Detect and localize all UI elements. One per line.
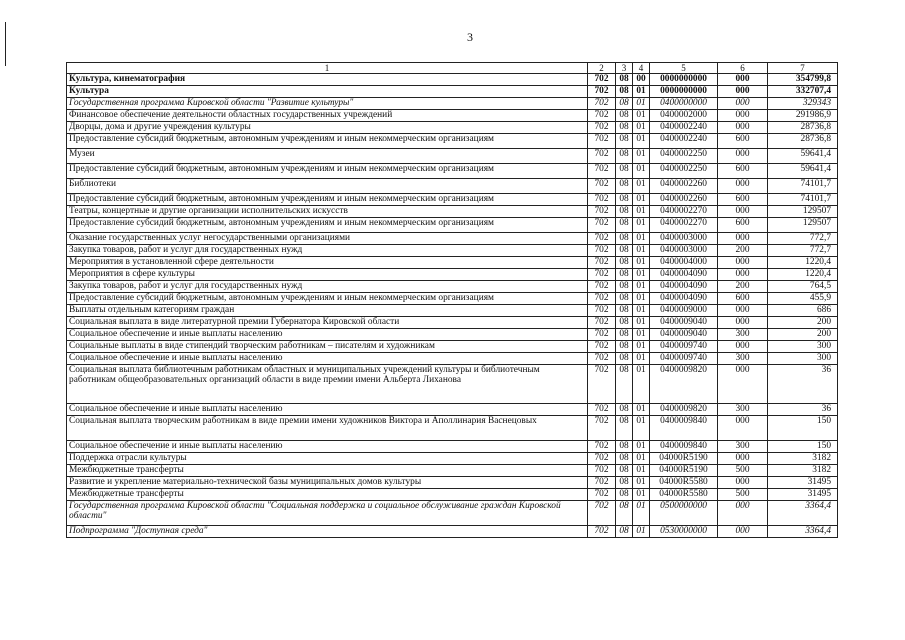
section-cell: 08 [616, 404, 633, 416]
subsection-cell: 01 [633, 149, 650, 164]
amount-cell: 31495 [768, 477, 838, 489]
section-cell: 08 [616, 353, 633, 365]
section-cell: 08 [616, 149, 633, 164]
subsection-cell: 01 [633, 477, 650, 489]
row-name-cell: Выплаты отдельным категориям граждан [67, 305, 588, 317]
header-cell: 7 [768, 63, 838, 74]
row-name-cell: Предоставление субсидий бюджетным, автономным учреждениям и иным некоммерческим организациям [67, 134, 588, 149]
expense-type-cell: 200 [718, 245, 768, 257]
subsection-cell: 01 [633, 233, 650, 245]
section-cell: 08 [616, 194, 633, 206]
code-cell: 702 [588, 257, 616, 269]
code-cell: 702 [588, 218, 616, 233]
subsection-cell: 01 [633, 441, 650, 453]
header-cell: 4 [633, 63, 650, 74]
amount-cell: 332707,4 [768, 86, 838, 98]
row-name-cell: Развитие и укрепление материально-технической базы муниципальных домов культуры [67, 477, 588, 489]
amount-cell: 74101,7 [768, 179, 838, 194]
expense-type-cell: 500 [718, 465, 768, 477]
target-item-cell: 0400009740 [650, 353, 718, 365]
subsection-cell: 01 [633, 293, 650, 305]
code-cell: 702 [588, 453, 616, 465]
subsection-cell: 01 [633, 453, 650, 465]
section-cell: 08 [616, 164, 633, 179]
subsection-cell: 01 [633, 110, 650, 122]
subsection-cell: 01 [633, 404, 650, 416]
table-row [67, 441, 838, 453]
expense-type-cell: 000 [718, 269, 768, 281]
row-name-cell: Предоставление субсидий бюджетным, автономным учреждениям и иным некоммерческим организациям [67, 293, 588, 305]
target-item-cell: 04000R5190 [650, 465, 718, 477]
expense-type-cell: 000 [718, 477, 768, 489]
row-name-cell: Социальное обеспечение и иные выплаты населению [67, 404, 588, 416]
target-item-cell: 0530000000 [650, 526, 718, 538]
expense-type-cell: 000 [718, 149, 768, 164]
target-item-cell: 04000R5190 [650, 453, 718, 465]
subsection-cell: 01 [633, 218, 650, 233]
row-name-cell: Театры, концертные и другие организации исполнительских искусств [67, 206, 588, 218]
amount-cell: 59641,4 [768, 164, 838, 179]
subsection-cell: 01 [633, 245, 650, 257]
row-name-cell: Предоставление субсидий бюджетным, автономным учреждениям и иным некоммерческим организациям [67, 164, 588, 179]
code-cell: 702 [588, 293, 616, 305]
table-body [67, 63, 838, 538]
amount-cell: 28736,8 [768, 134, 838, 149]
target-item-cell: 0400002260 [650, 179, 718, 194]
target-item-cell: 0400009820 [650, 365, 718, 404]
target-item-cell: 0400003000 [650, 245, 718, 257]
section-cell: 08 [616, 501, 633, 526]
target-item-cell: 0400002250 [650, 164, 718, 179]
code-cell: 702 [588, 269, 616, 281]
table-row [67, 353, 838, 365]
target-item-cell: 0400004090 [650, 269, 718, 281]
expense-type-cell: 000 [718, 206, 768, 218]
amount-cell: 3182 [768, 453, 838, 465]
code-cell: 702 [588, 353, 616, 365]
table-row [67, 86, 838, 98]
code-cell: 702 [588, 164, 616, 179]
header-cell: 1 [67, 63, 588, 74]
section-cell: 08 [616, 98, 633, 110]
table-row [67, 245, 838, 257]
subsection-cell: 01 [633, 341, 650, 353]
code-cell: 702 [588, 305, 616, 317]
table-row [67, 453, 838, 465]
target-item-cell: 0400002260 [650, 194, 718, 206]
row-name-cell: Государственная программа Кировской области "Социальная поддержка и социальное обслуживание граждан Кировской области" [67, 501, 588, 526]
amount-cell: 3364,4 [768, 501, 838, 526]
target-item-cell: 0400002240 [650, 134, 718, 149]
code-cell: 702 [588, 317, 616, 329]
amount-cell: 772,7 [768, 233, 838, 245]
subsection-cell: 01 [633, 489, 650, 501]
target-item-cell: 0400003000 [650, 233, 718, 245]
row-name-cell: Оказание государственных услуг негосударственными организациями [67, 233, 588, 245]
target-item-cell: 0000000000 [650, 74, 718, 86]
target-item-cell: 0400000000 [650, 98, 718, 110]
expense-type-cell: 600 [718, 293, 768, 305]
target-item-cell: 04000R5580 [650, 477, 718, 489]
header-cell: 3 [616, 63, 633, 74]
table-row [67, 122, 838, 134]
code-cell: 702 [588, 441, 616, 453]
amount-cell: 300 [768, 341, 838, 353]
section-cell: 08 [616, 416, 633, 441]
code-cell: 702 [588, 194, 616, 206]
amount-cell: 764,5 [768, 281, 838, 293]
expense-type-cell: 000 [718, 110, 768, 122]
target-item-cell: 0400009840 [650, 416, 718, 441]
amount-cell: 59641,4 [768, 149, 838, 164]
amount-cell: 300 [768, 353, 838, 365]
amount-cell: 200 [768, 329, 838, 341]
section-cell: 08 [616, 465, 633, 477]
code-cell: 702 [588, 98, 616, 110]
code-cell: 702 [588, 404, 616, 416]
code-cell: 702 [588, 489, 616, 501]
section-cell: 08 [616, 293, 633, 305]
amount-cell: 1220,4 [768, 257, 838, 269]
section-cell: 08 [616, 74, 633, 86]
target-item-cell: 0400009820 [650, 404, 718, 416]
section-cell: 08 [616, 218, 633, 233]
row-name-cell: Социальное обеспечение и иные выплаты населению [67, 329, 588, 341]
row-name-cell: Культура [67, 86, 588, 98]
target-item-cell: 0500000000 [650, 501, 718, 526]
target-item-cell: 0400009040 [650, 329, 718, 341]
expense-type-cell: 000 [718, 233, 768, 245]
subsection-cell: 01 [633, 305, 650, 317]
expense-type-cell: 600 [718, 194, 768, 206]
target-item-cell: 04000R5580 [650, 489, 718, 501]
expense-type-cell: 600 [718, 134, 768, 149]
target-item-cell: 0400002270 [650, 218, 718, 233]
table-row [67, 218, 838, 233]
section-cell: 08 [616, 526, 633, 538]
table-row [67, 465, 838, 477]
table-row [67, 206, 838, 218]
amount-cell: 150 [768, 416, 838, 441]
section-cell: 08 [616, 122, 633, 134]
code-cell: 702 [588, 122, 616, 134]
amount-cell: 354799,8 [768, 74, 838, 86]
row-name-cell: Культура, кинематография [67, 74, 588, 86]
budget-table [66, 62, 838, 538]
target-item-cell: 0400004090 [650, 281, 718, 293]
table-row [67, 257, 838, 269]
subsection-cell: 01 [633, 416, 650, 441]
header-cell: 5 [650, 63, 718, 74]
amount-cell: 3364,4 [768, 526, 838, 538]
header-cell: 2 [588, 63, 616, 74]
section-cell: 08 [616, 269, 633, 281]
target-item-cell: 0400002000 [650, 110, 718, 122]
amount-cell: 150 [768, 441, 838, 453]
expense-type-cell: 000 [718, 416, 768, 441]
code-cell: 702 [588, 477, 616, 489]
row-name-cell: Библиотеки [67, 179, 588, 194]
row-name-cell: Предоставление субсидий бюджетным, автономным учреждениям и иным некоммерческим организациям [67, 218, 588, 233]
row-name-cell: Социальное обеспечение и иные выплаты населению [67, 441, 588, 453]
amount-cell: 36 [768, 365, 838, 404]
amount-cell: 200 [768, 317, 838, 329]
code-cell: 702 [588, 245, 616, 257]
subsection-cell: 01 [633, 257, 650, 269]
amount-cell: 455,9 [768, 293, 838, 305]
expense-type-cell: 600 [718, 218, 768, 233]
subsection-cell: 01 [633, 134, 650, 149]
table-row [67, 293, 838, 305]
table-row [67, 194, 838, 206]
table-row [67, 305, 838, 317]
table-row [67, 164, 838, 179]
amount-cell: 74101,7 [768, 194, 838, 206]
table-row [67, 416, 838, 441]
target-item-cell: 0400004090 [650, 293, 718, 305]
expense-type-cell: 500 [718, 489, 768, 501]
header-cell: 6 [718, 63, 768, 74]
subsection-cell: 00 [633, 74, 650, 86]
section-cell: 08 [616, 257, 633, 269]
subsection-cell: 01 [633, 194, 650, 206]
code-cell: 702 [588, 329, 616, 341]
table-row [67, 74, 838, 86]
expense-type-cell: 000 [718, 526, 768, 538]
expense-type-cell: 300 [718, 404, 768, 416]
expense-type-cell: 000 [718, 501, 768, 526]
expense-type-cell: 000 [718, 179, 768, 194]
section-cell: 08 [616, 206, 633, 218]
subsection-cell: 01 [633, 501, 650, 526]
amount-cell: 36 [768, 404, 838, 416]
amount-cell: 291986,9 [768, 110, 838, 122]
table-row [67, 233, 838, 245]
row-name-cell: Мероприятия в сфере культуры [67, 269, 588, 281]
row-name-cell: Закупка товаров, работ и услуг для государственных нужд [67, 245, 588, 257]
subsection-cell: 01 [633, 329, 650, 341]
code-cell: 702 [588, 206, 616, 218]
subsection-cell: 01 [633, 98, 650, 110]
subsection-cell: 01 [633, 317, 650, 329]
amount-cell: 31495 [768, 489, 838, 501]
target-item-cell: 0400002250 [650, 149, 718, 164]
amount-cell: 129507 [768, 218, 838, 233]
header-row [67, 63, 838, 74]
section-cell: 08 [616, 281, 633, 293]
expense-type-cell: 000 [718, 365, 768, 404]
subsection-cell: 01 [633, 164, 650, 179]
amount-cell: 686 [768, 305, 838, 317]
expense-type-cell: 200 [718, 281, 768, 293]
code-cell: 702 [588, 341, 616, 353]
code-cell: 702 [588, 86, 616, 98]
code-cell: 702 [588, 526, 616, 538]
expense-type-cell: 000 [718, 305, 768, 317]
page-number: 3 [467, 30, 473, 44]
table-row [67, 341, 838, 353]
row-name-cell: Социальное обеспечение и иные выплаты населению [67, 353, 588, 365]
table-row [67, 404, 838, 416]
subsection-cell: 01 [633, 206, 650, 218]
expense-type-cell: 000 [718, 98, 768, 110]
code-cell: 702 [588, 281, 616, 293]
code-cell: 702 [588, 501, 616, 526]
section-cell: 08 [616, 329, 633, 341]
row-name-cell: Подпрограмма "Доступная среда" [67, 526, 588, 538]
section-cell: 08 [616, 477, 633, 489]
section-cell: 08 [616, 179, 633, 194]
row-name-cell: Мероприятия в установленной сфере деятельности [67, 257, 588, 269]
expense-type-cell: 000 [718, 341, 768, 353]
target-item-cell: 0400009000 [650, 305, 718, 317]
table-row [67, 526, 838, 538]
expense-type-cell: 000 [718, 122, 768, 134]
code-cell: 702 [588, 134, 616, 149]
amount-cell: 129507 [768, 206, 838, 218]
table-row [67, 317, 838, 329]
section-cell: 08 [616, 441, 633, 453]
row-name-cell: Государственная программа Кировской области "Развитие культуры" [67, 98, 588, 110]
row-name-cell: Социальная выплата библиотечным работникам областных и муниципальных учреждений культуры и библиотечным работникам общеобразовательных организаций области в виде премии имени Альберта Лиханова [67, 365, 588, 404]
row-name-cell: Социальная выплата в виде литературной премии Губернатора Кировской области [67, 317, 588, 329]
section-cell: 08 [616, 341, 633, 353]
code-cell: 702 [588, 465, 616, 477]
margin-line [5, 22, 6, 66]
section-cell: 08 [616, 453, 633, 465]
subsection-cell: 01 [633, 122, 650, 134]
expense-type-cell: 300 [718, 353, 768, 365]
section-cell: 08 [616, 489, 633, 501]
section-cell: 08 [616, 233, 633, 245]
subsection-cell: 01 [633, 465, 650, 477]
amount-cell: 329343 [768, 98, 838, 110]
subsection-cell: 01 [633, 281, 650, 293]
section-cell: 08 [616, 245, 633, 257]
subsection-cell: 01 [633, 179, 650, 194]
target-item-cell: 0400004000 [650, 257, 718, 269]
row-name-cell: Социальные выплаты в виде стипендий творческим работникам – писателям и художникам [67, 341, 588, 353]
table-row [67, 501, 838, 526]
amount-cell: 1220,4 [768, 269, 838, 281]
code-cell: 702 [588, 74, 616, 86]
subsection-cell: 01 [633, 526, 650, 538]
target-item-cell: 0400009040 [650, 317, 718, 329]
expense-type-cell: 000 [718, 257, 768, 269]
section-cell: 08 [616, 365, 633, 404]
expense-type-cell: 000 [718, 317, 768, 329]
section-cell: 08 [616, 305, 633, 317]
row-name-cell: Социальная выплата творческим работникам в виде премии имени художников Виктора и Аполлинария Васнецовых [67, 416, 588, 441]
table-row [67, 269, 838, 281]
table-row [67, 98, 838, 110]
code-cell: 702 [588, 149, 616, 164]
subsection-cell: 01 [633, 365, 650, 404]
table-row [67, 179, 838, 194]
table-row [67, 365, 838, 404]
expense-type-cell: 600 [718, 164, 768, 179]
table-row [67, 489, 838, 501]
row-name-cell: Межбюджетные трансферты [67, 465, 588, 477]
subsection-cell: 01 [633, 269, 650, 281]
section-cell: 08 [616, 110, 633, 122]
table-row [67, 477, 838, 489]
expense-type-cell: 000 [718, 86, 768, 98]
row-name-cell: Поддержка отрасли культуры [67, 453, 588, 465]
subsection-cell: 01 [633, 353, 650, 365]
target-item-cell: 0000000000 [650, 86, 718, 98]
row-name-cell: Дворцы, дома и другие учреждения культуры [67, 122, 588, 134]
expense-type-cell: 300 [718, 329, 768, 341]
target-item-cell: 0400002240 [650, 122, 718, 134]
code-cell: 702 [588, 365, 616, 404]
row-name-cell: Межбюджетные трансферты [67, 489, 588, 501]
table-row [67, 149, 838, 164]
code-cell: 702 [588, 416, 616, 441]
row-name-cell: Предоставление субсидий бюджетным, автономным учреждениям и иным некоммерческим организациям [67, 194, 588, 206]
expense-type-cell: 000 [718, 453, 768, 465]
table-row [67, 134, 838, 149]
table-row [67, 329, 838, 341]
section-cell: 08 [616, 317, 633, 329]
section-cell: 08 [616, 134, 633, 149]
amount-cell: 772,7 [768, 245, 838, 257]
expense-type-cell: 000 [718, 74, 768, 86]
row-name-cell: Музеи [67, 149, 588, 164]
target-item-cell: 0400009740 [650, 341, 718, 353]
subsection-cell: 01 [633, 86, 650, 98]
row-name-cell: Закупка товаров, работ и услуг для государственных нужд [67, 281, 588, 293]
code-cell: 702 [588, 233, 616, 245]
amount-cell: 3182 [768, 465, 838, 477]
table-row [67, 281, 838, 293]
row-name-cell: Финансовое обеспечение деятельности областных государственных учреждений [67, 110, 588, 122]
table-row [67, 110, 838, 122]
expense-type-cell: 300 [718, 441, 768, 453]
target-item-cell: 0400009840 [650, 441, 718, 453]
code-cell: 702 [588, 110, 616, 122]
section-cell: 08 [616, 86, 633, 98]
target-item-cell: 0400002270 [650, 206, 718, 218]
amount-cell: 28736,8 [768, 122, 838, 134]
code-cell: 702 [588, 179, 616, 194]
